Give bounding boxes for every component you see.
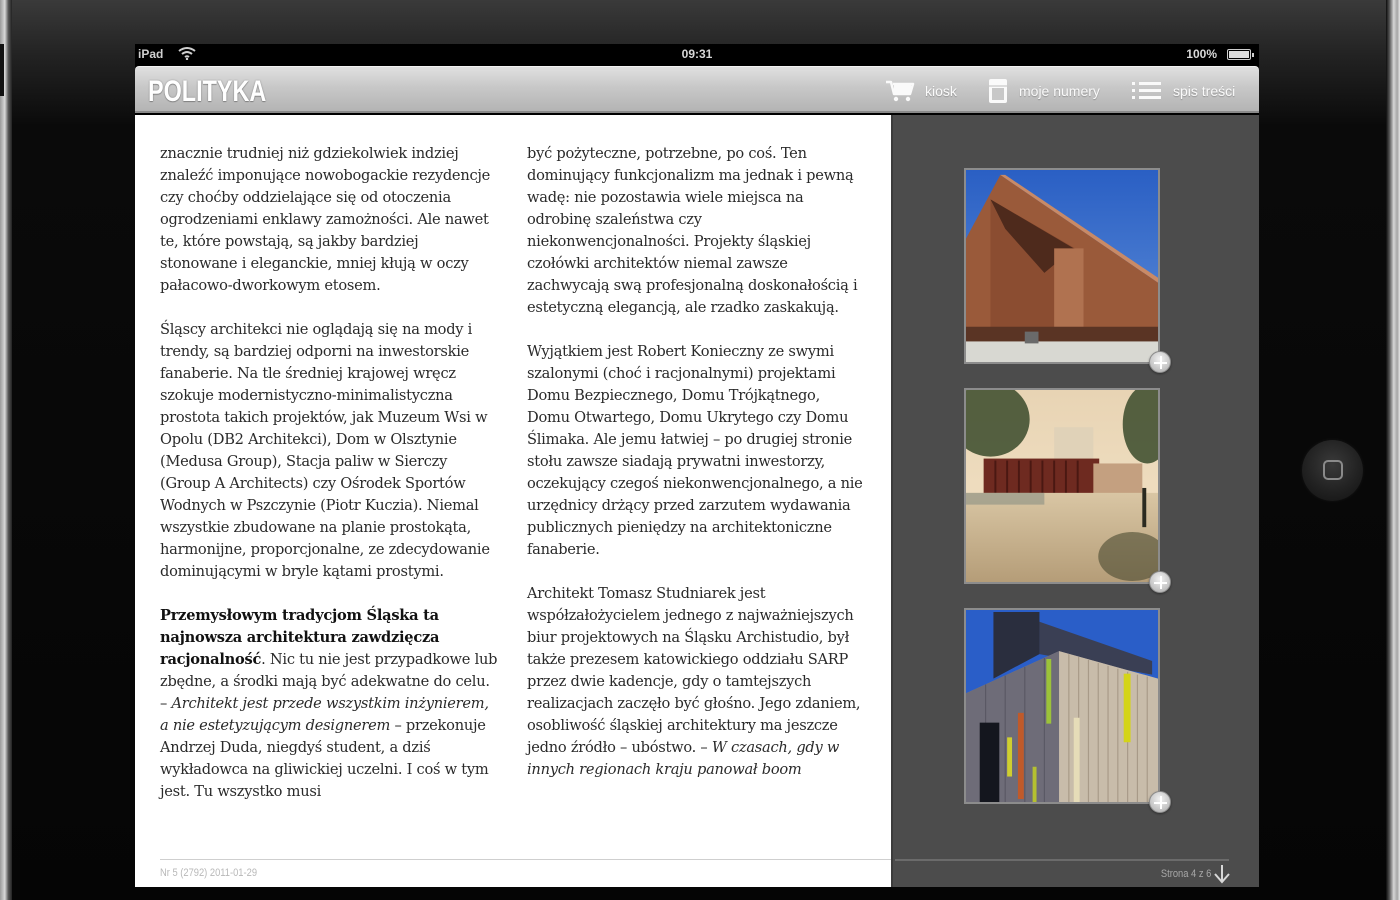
paragraph: Śląscy architekci nie oglądają się na mody i trendy, są bardziej odporni na inwestorskie fanaberie. Na tle średniej krajowej wręcz szokuje modernistyczno-minimalistyczna prostota takich projektów, jak Muzeum Wsi w Opolu (DB2 Architekci), Dom w Olsztynie (Medusa Group), Stacja paliw w Sierczy (Group A Architects) czy Ośrodek Sportów Wodnych w Pszczynie (Piotr Kuczia). Niemal wszystkie zbudowane na planie prostokąta, harmonijne, proporcjonalne, ze zdecydowanie dominującymi w bryle kątami prostymi. [160,321,490,580]
paragraph [160,605,500,803]
app-navbar [135,66,1259,113]
paragraph: znacznie trudniej niż gdziekolwiek indziej znaleźć imponujące nowobogackie rezydencje czy choćby oddzielające się od otoczenia ogrodzeniami enklawy zamożności. Ale nawet te, które powstają, są jakby bardziej stonowane i eleganckie, mniej kłują w oczy pałacowo-dworkowym etosem. [160,145,491,294]
side-switch [0,44,4,96]
clock: 09:31 [681,47,713,61]
nav-my-issues-label: moje numery [1019,83,1100,99]
zoom-plus-icon[interactable] [1149,571,1171,593]
issue-meta: Nr 5 (2792) 2011-01-29 [160,867,258,879]
brand-logo[interactable]: POLITYKA [148,75,267,108]
brick-building-photo [966,170,1158,362]
quote: W czasach, gdy w innych regionach kraju panował boom [527,739,840,778]
paragraph-text: Architekt Tomasz Studniarek jest współzałożycielem jednego z najważniejszych biur projektowych na Śląsku Archistudio, był także prezesem katowickiego oddziału SARP przez dwie kadencje, gdy o tamtejszych realizacjach zaczęło być głośno. Jego zdaniem, osobliwość śląskiej architektury ma jeszcze jedno źródło – ubóstwo. – [527,585,861,756]
paragraph: Wyjątkiem jest Robert Konieczny ze swymi szalonymi (choć i racjonalnymi) projektami Domu Bezpiecznego, Domu Trójkątnego, Domu Otwartego, Domu Ukrytego czy Domu Ślimaka. Ale jemu łatwiej – po drugiej stronie stołu zawsze siadają prywatni inwestorzy, oczekujący czegoś niekonwencjonalnego, a nie urzędnicy drżący przed zarzutem wydawania publicznych pieniędzy na architektoniczne fanaberie. [527,343,863,558]
divider [160,859,891,860]
article-column-1 [160,143,500,825]
zoom-plus-icon[interactable] [1149,351,1171,373]
paragraph [527,583,867,781]
paragraph: być pożyteczne, potrzebne, po coś. Ten dominujący funkcjonalizm ma jednak i pewną wadę: nie pozostawia wiele miejsca na odrobinę szaleństwa czy niekonwencjonalności. Projekty śląskiej czołówki architektów niemal zawsze zachwycają swą profesjonalną doskonałością i estetyczną elegancją, ale rzadko zaskakują. [527,145,858,316]
nav-kiosk-label: kiosk [925,83,957,99]
sidebar-image-3[interactable] [964,608,1160,804]
battery-icon [1227,49,1251,60]
wooden-facade-photo [966,610,1158,802]
battery-percentage: 100% [1186,47,1217,61]
nav-kiosk[interactable] [885,78,957,104]
article-column-2 [527,143,867,803]
article [135,115,893,887]
document-icon [987,78,1009,104]
nav-toc-label: spis treści [1173,83,1236,99]
content-area [135,115,1259,887]
bezel-edge-right [1386,0,1400,900]
list-icon [1131,80,1163,102]
home-button[interactable] [1302,440,1363,501]
sidebar-image-2[interactable] [964,388,1160,584]
divider [895,859,1229,861]
ipad-screen [135,44,1259,887]
zoom-plus-icon[interactable] [1149,791,1171,813]
battery-level [1229,51,1249,58]
paragraph-text: – przekonuje Andrzej Duda, niegdyś student, a dziś wykładowca na gliwickiej uczelni. I coś w tym jest. Tu wszystko musi [160,717,489,800]
arrow-down-icon[interactable] [1213,864,1231,884]
nav-table-of-contents[interactable] [1131,78,1235,104]
page-indicator: Strona 4 z 6 [1160,868,1211,880]
cart-icon [885,79,915,103]
bezel-edge-left [0,0,12,900]
image-sidebar [895,115,1259,887]
quote: Architekt jest przede wszystkim inżynierem, a nie estetyzującym designerem [160,695,489,734]
plaza-building-render [966,390,1158,582]
device-label: iPad [138,47,164,61]
status-bar [135,44,1259,66]
paragraph-lead: Przemysłowym tradycjom Śląska ta najnowsza architektura zawdzięcza racjonalność [160,607,440,668]
sidebar-image-1[interactable] [964,168,1160,364]
nav-my-issues[interactable] [987,78,1100,104]
home-square-icon [1323,460,1343,480]
paragraph-text: . Nic tu nie jest przypadkowe lub zbędne, a środki mają być adekwatne do celu. – [160,651,498,712]
